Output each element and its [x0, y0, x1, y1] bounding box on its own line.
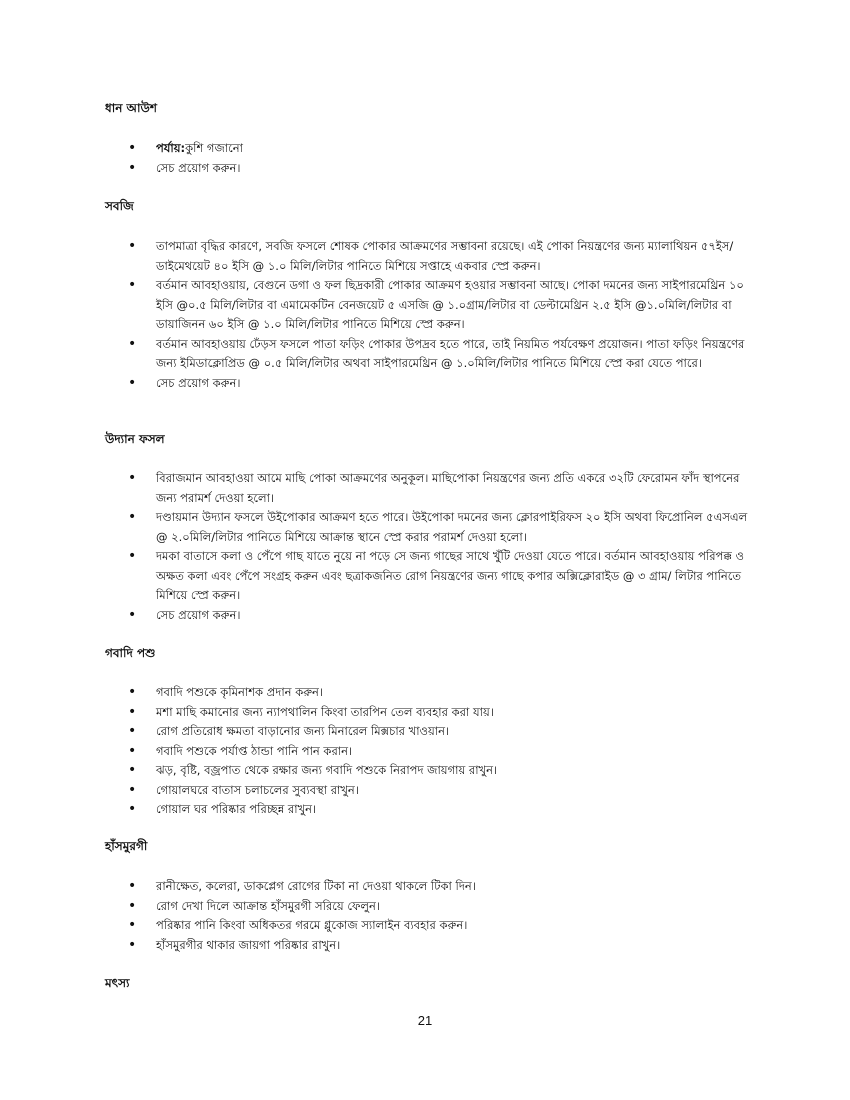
stage-value: কুশি গজানো: [185, 141, 243, 155]
list-item: • সেচ প্রয়োগ করুন।: [0, 606, 850, 626]
heading-sobji: সবজি: [105, 199, 134, 213]
list-udyan-fosol: [0, 469, 850, 625]
heading-dhan-aush: ধান আউশ: [105, 101, 157, 115]
list-item: • বিরাজমান আবহাওয়া আমে মাছি পোকা আক্রমণের অনুকূল। মাছিপোকা নিয়ন্ত্রণের জন্য প্রতি একরে ৩২টি ফেরোমন ফাঁদ স্থাপনের জন্য পরামর্শ দেওয়া হলো।: [0, 469, 850, 508]
list-item: • গবাদি পশুকে কৃমিনাশক প্রদান করুন।: [0, 683, 850, 703]
list-item: • বর্তমান আবহাওয়ায় ঢেঁড়স ফসলে পাতা ফড়িং পোকার উপদ্রব হতে পারে, তাই নিয়মিত পর্যবেক্ষণ প্রয়োজন। পাতা ফড়িং নিয়ন্ত্রণের জন্য ইমিডাক্লোপ্রিড @ ০.৫ মিলি/লিটার অথবা সাইপারমেথ্রিন @ ১.০মিলি/লিটার পানিতে মিশিয়ে স্প্রে করা যেতে পারে।: [0, 335, 850, 374]
list-item: • গোয়াল ঘর পরিষ্কার পরিচ্ছন্ন রাখুন।: [0, 800, 850, 820]
list-item: • পরিষ্কার পানি কিংবা অধিকতর গরমে গ্লুকোজ স্যালাইন ব্যবহার করুন।: [0, 916, 850, 936]
list-item: • সেচ প্রয়োগ করুন।: [0, 159, 850, 179]
stage-label: পর্যায়:: [156, 141, 186, 155]
list-item: [0, 139, 850, 159]
list-item: • বর্তমান আবহাওয়ায়, বেগুনে ডগা ও ফল ছিদ্রকারী পোকার আক্রমণ হওয়ার সম্ভাবনা আছে। পোকা দমনের জন্য সাইপারমেথ্রিন ১০ ইসি @০.৫ মিলি/লিটার বা এমামেকটিন বেনজয়েট ৫ এসজি @ ১.০গ্রাম/লিটার বা ডেল্টামেথ্রিন ২.৫ ইসি @১.০মিলি/লিটার বা ডায়াজিনন ৬০ ইসি @ ১.০ মিলি/লিটার পানিতে মিশিয়ে স্প্রে করুন।: [0, 276, 850, 335]
list-item: • মশা মাছি কমানোর জন্য ন্যাপথালিন কিংবা তারপিন তেল ব্যবহার করা যায়।: [0, 703, 850, 723]
list-item: • গোয়ালঘরে বাতাস চলাচলের সুব্যবস্থা রাখুন।: [0, 781, 850, 801]
heading-motsho: মৎস্য: [105, 976, 130, 990]
heading-udyan-fosol: উদ্যান ফসল: [105, 432, 165, 446]
list-hashmurgi: [0, 877, 850, 955]
heading-hashmurgi: হাঁসমুরগী: [105, 839, 148, 853]
list-item: • সেচ প্রয়োগ করুন।: [0, 374, 850, 394]
list-dhan-aush: [0, 139, 850, 178]
list-item: • রোগ প্রতিরোধ ক্ষমতা বাড়ানোর জন্য মিনারেল মিক্সচার খাওয়ান।: [0, 722, 850, 742]
list-item: • রানীক্ষেত, কলেরা, ডাকপ্লেগ রোগের টিকা না দেওয়া থাকলে টিকা দিন।: [0, 877, 850, 897]
list-item: • হাঁসমুরগীর থাকার জায়গা পরিষ্কার রাখুন।: [0, 936, 850, 956]
heading-gobadi-poshu: গবাদি পশু: [105, 646, 156, 660]
list-item: • দণ্ডায়মান উদ্যান ফসলে উইপোকার আক্রমণ হতে পারে। উইপোকা দমনের জন্য ক্লোরপাইরিফস ২০ ইসি অথবা ফিপ্রোনিল ৫এসএল @ ২.০মিলি/লিটার পানিতে মিশিয়ে আক্রান্ত স্থানে স্প্রে করার পরামর্শ দেওয়া হলো।: [0, 508, 850, 547]
list-item: • তাপমাত্রা বৃদ্ধির কারণে, সবজি ফসলে শোষক পোকার আক্রমণের সম্ভাবনা রয়েছে। এই পোকা নিয়ন্ত্রণের জন্য ম্যালাথিয়ন ৫৭ইস/ডাইমেথয়েট ৪০ ইসি @ ১.০ মিলি/লিটার পানিতে মিশিয়ে সপ্তাহে একবার স্প্রে করুন।: [0, 237, 850, 276]
list-gobadi-poshu: [0, 683, 850, 820]
list-sobji: [0, 237, 850, 393]
list-item: • গবাদি পশুকে পর্যাপ্ত ঠান্ডা পানি পান করান।: [0, 742, 850, 762]
list-item: • রোগ দেখা দিলে আক্রান্ত হাঁসমুরগী সরিয়ে ফেলুন।: [0, 897, 850, 917]
page-number: 21: [417, 1013, 433, 1028]
list-item: • দমকা বাতাসে কলা ও পেঁপে গাছ যাতে নুয়ে না পড়ে সে জন্য গাছের সাথে খুঁটি দেওয়া যেতে পারে। বর্তমান আবহাওয়ায় পরিপক্ক ও অক্ষত কলা এবং পেঁপে সংগ্রহ করুন এবং ছত্রাকজনিত রোগ নিয়ন্ত্রণের জন্য গাছে কপার অক্সিক্লোরাইড @ ৩ গ্রাম/ লিটার পানিতে মিশিয়ে স্প্রে করুন।: [0, 547, 850, 606]
list-item: • ঝড়, বৃষ্টি, বজ্রপাত থেকে রক্ষার জন্য গবাদি পশুকে নিরাপদ জায়গায় রাখুন।: [0, 761, 850, 781]
